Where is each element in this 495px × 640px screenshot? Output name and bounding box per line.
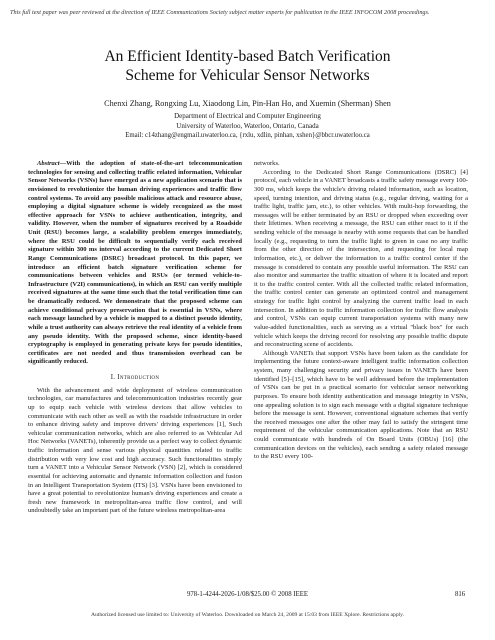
page-number: 816: [455, 591, 466, 598]
intro-paragraph-1: With the advancement and wide deployment of wireless communication technologies, car manufactures and telecommunication industries recently gear up to equip each vehicle with wireless devices that allow vehicles to communicate with each other as well as with the roadside infrastructure in order to enhance driving safety and improve drivers' driving experiences [1], Such vehicular communication networks, which are also referred to as Vehicular Ad Hoc Networks (VANETs), inherently provide us a perfect way to collect dynamic traffic information and sense various physical quantities related to traffic distribution with very low cost and high accuracy. Such functionalities simply turn a VANET into a Vehicular Sensor Network (VSN) [2], which is considered essential for achieving automatic and dynamic information collection and fusion in an Intelligent Transportation System (ITS) [3]. VSNs have been envisioned to have a great potential to revolutionize human's driving experiences and create a fresh new framework in metropolitan-area traffic flow control, and will undoubtedly take an important part of the future wireless metropolitan-area: [28, 386, 242, 515]
affiliation-email: Email: c14zhang@engmail.uwaterloo.ca, {rxlu, xdlin, pinhan, xshen}@bbcr.uwaterloo.ca: [125, 132, 370, 139]
paper-title-line-1: An Efficient Identity-based Batch Verification: [104, 48, 391, 65]
affiliation-department: Department of Electrical and Computer Engineering: [174, 112, 321, 120]
right-paragraph-1: According to the Dedicated Short Range Communications (DSRC) [4] protocol, each vehicle in a VANET broadcasts a traffic safety message every 100-300 ms, which keeps the vehicle's driving related information, such as location, speed, turning intention, and driving status (e.g., regular driving, waiting for a traffic light, traffic jam, etc.), to other vehicles. With multi-hop forwarding, the messages will be either terminated by an RSU or dropped when exceeding over their lifetimes. When receiving a message, the RSU can either react to it if the sending vehicle of the message is nearby with some requests that can be handled locally (e.g., requesting to turn the traffic light to green in case no any traffic from the other direction of the intersection, and requesting for local map information, etc.), or deliver the information to a traffic control center if the message is considered to contain any possible useful information. The RSU can also monitor and summarize the traffic situation of where it is located and report it to the traffic control center. With all the collected traffic related information, the traffic control center can generate an optimized control and management strategy for traffic light control by analyzing the current traffic load in each intersection. In addition to traffic information collection for traffic flow analysis and control, VSNs can equip current transportation systems with many new value-added functionalities, such as serving as a virtual "black box" for each vehicle which keeps the driving record for resolving any possible traffic dispute and reconstructing scene of accidents.: [254, 168, 468, 349]
section-heading-introduction: I. Introduction: [110, 374, 160, 381]
affiliation-university: University of Waterloo, Waterloo, Ontario, Canada: [176, 122, 319, 130]
abstract-text: —With the adoption of state-of-the-art telecommunication technologies for sensing and collecting traffic related information, Vehicular Sensor Networks (VSNs) have emerged as a new application scenario that is envisioned to revolutionize the human driving experiences and traffic flow control systems. To avoid any possible malicious attack and resource abuse, employing a digital signature scheme is widely recognized as the most effective approach for VSNs to achieve authentication, integrity, and validity. However, when the number of signatures received by a Roadside Unit (RSU) becomes large, a scalability problem emerges immediately, where the RSU could be difficult to sequentially verify each received signature within 300 ms interval according to the current Dedicated Short Range Communications (DSRC) broadcast protocol. In this paper, we introduce an efficient batch signature verification scheme for communications between vehicles and RSUs (or termed vehicle-to-Infrastructure (V2I) communications), in which an RSU can verify multiple received signatures at the same time such that the total verification time can be dramatically reduced. We demonstrate that the proposed scheme can achieve conditional privacy preservation that is essential in VSNs, where each message launched by a vehicle is mapped to a distinct pseudo identity, while a trust authority can always retrieve the real identity of a vehicle from any pseudo identity. With the proposed scheme, since identity-based cryptography is employed in generating private keys for pseudo identities, certificates are not needed and thus transmission overhead can be significantly reduced.: [28, 160, 242, 366]
authorized-use-notice: Authorized licensed use limited to: University of Waterloo. Downloaded on March 24, 2009 at 15:03 from IEEE Xplore. Restrictions apply.: [90, 612, 405, 618]
abstract: [28, 160, 242, 367]
paper-title-line-2: Scheme for Vehicular Sensor Networks: [125, 67, 370, 84]
right-paragraph-2: Although VANETs that support VSNs have been taken as the candidate for implementing the future context-aware intelligent traffic information collection system, many challenging security and privacy issues in VANETs have been identified [5]–[15], which have to be well addressed before the implementation of VSNs can be put in a practical scenario for vehicular sensor networking purposes. To ensure both identity authentication and message integrity in VSNs, one appealing solution is to sign each message with a digital signature technique before the message is sent. However, conventional signature schemes that verify the received messages one after the other may fail to satisfy the stringent time requirement of the vehicular communication applications. Note that an RSU could communicate with hundreds of On Board Units (OBUs) [16] (the communication devices on the vehicles), each sending a safety related message to the RSU every 100-: [254, 349, 468, 461]
left-column: [28, 160, 242, 516]
review-notice: This full text paper was peer reviewed at the direction of IEEE Communications Society subject matter experts for publication in the IEEE INFOCOM 2008 proceedings.: [10, 9, 430, 16]
author-list: Chenxi Zhang, Rongxing Lu, Xiaodong Lin, Pin-Han Ho, and Xuemin (Sherman) Shen: [104, 99, 391, 108]
abstract-label: Abstract: [37, 160, 60, 167]
right-column: [254, 160, 468, 462]
right-paragraph-0: networks.: [254, 160, 280, 167]
footer-isbn: 978-1-4244-2026-1/08/$25.00 © 2008 IEEE: [186, 591, 309, 598]
